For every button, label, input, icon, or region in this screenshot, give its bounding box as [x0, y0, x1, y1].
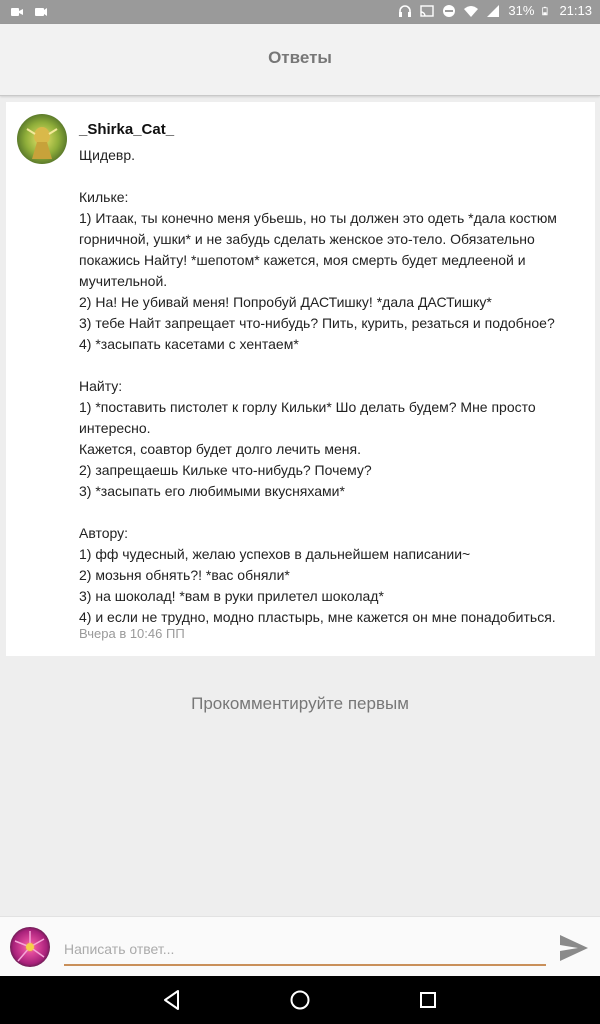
- comment-line: 1) *поставить пистолет к горлу Кильки* Шо делать будем? Мне просто интересно.: [79, 399, 540, 436]
- clock: 21:13: [559, 3, 592, 18]
- headset-icon: [398, 4, 412, 18]
- comment-card: [6, 102, 595, 656]
- comment-line: Автору:: [79, 525, 129, 541]
- battery-percent: 31%: [508, 3, 535, 18]
- page-title: Ответы: [268, 48, 332, 67]
- empty-state-text: Прокомментируйте первым: [191, 694, 409, 713]
- signal-icon: [486, 4, 500, 18]
- back-icon[interactable]: [160, 988, 184, 1012]
- comment-line: 1) Итаак, ты конечно меня убьешь, но ты должен это одеть *дала костюм горничной, ушки* и не забудь сделать женское это-тело. Обязательно покажись Найту! *шепотом* кажется, моя смерть будет медлееной и мучительной.: [79, 210, 561, 289]
- comment-line: 1) фф чудесный, желаю успехов в дальнейшем написании~: [79, 546, 471, 562]
- comment-line: Кажется, соавтор будет долго лечить меня.: [79, 441, 361, 457]
- comment-line: 3) *засыпать его любимыми вкусняхами*: [79, 483, 345, 499]
- comment-line: 4) и если не трудно, модно пластырь, мне кажется он мне понадобиться.: [79, 609, 556, 625]
- comment-line: Найту:: [79, 378, 123, 394]
- home-icon[interactable]: [288, 988, 312, 1012]
- comment-line: Кильке:: [79, 189, 129, 205]
- system-nav-bar: [0, 976, 600, 1024]
- reply-bar: [0, 916, 600, 976]
- comment-line: [79, 166, 579, 187]
- avatar[interactable]: [17, 114, 67, 164]
- recording-icon: [34, 5, 48, 19]
- video-icon: [10, 5, 24, 19]
- comment-line: Щидевр.: [79, 147, 136, 163]
- wifi-icon: [464, 4, 478, 18]
- comment-text: [79, 145, 579, 628]
- comment-timestamp: Вчера в 10:46 ПП: [79, 626, 185, 641]
- comment-line: [79, 355, 579, 376]
- cast-icon: [420, 4, 434, 18]
- comment-username[interactable]: _Shirka_Cat_: [79, 121, 175, 138]
- recents-icon[interactable]: [416, 988, 440, 1012]
- current-user-avatar: [10, 927, 50, 967]
- comment-line: 2) На! Не убивай меня! Попробуй ДАСТишку! *дала ДАСТишку*: [79, 294, 492, 310]
- dnd-icon: [442, 4, 456, 18]
- reply-input[interactable]: [64, 934, 546, 966]
- comment-line: [79, 502, 579, 523]
- battery-icon: [542, 4, 551, 18]
- comment-line: 3) на шоколад! *вам в руки прилетел шоколад*: [79, 588, 384, 604]
- status-bar: [0, 0, 600, 24]
- send-icon[interactable]: [558, 933, 590, 963]
- comment-line: 4) *засыпать касетами с хентаем*: [79, 336, 299, 352]
- app-bar: [0, 24, 600, 96]
- comment-line: 2) мозьня обнять?! *вас обняли*: [79, 567, 290, 583]
- comment-line: 2) запрещаешь Кильке что-нибудь? Почему?: [79, 462, 372, 478]
- comment-line: 3) тебе Найт запрещает что-нибудь? Пить, курить, резаться и подобное?: [79, 315, 555, 331]
